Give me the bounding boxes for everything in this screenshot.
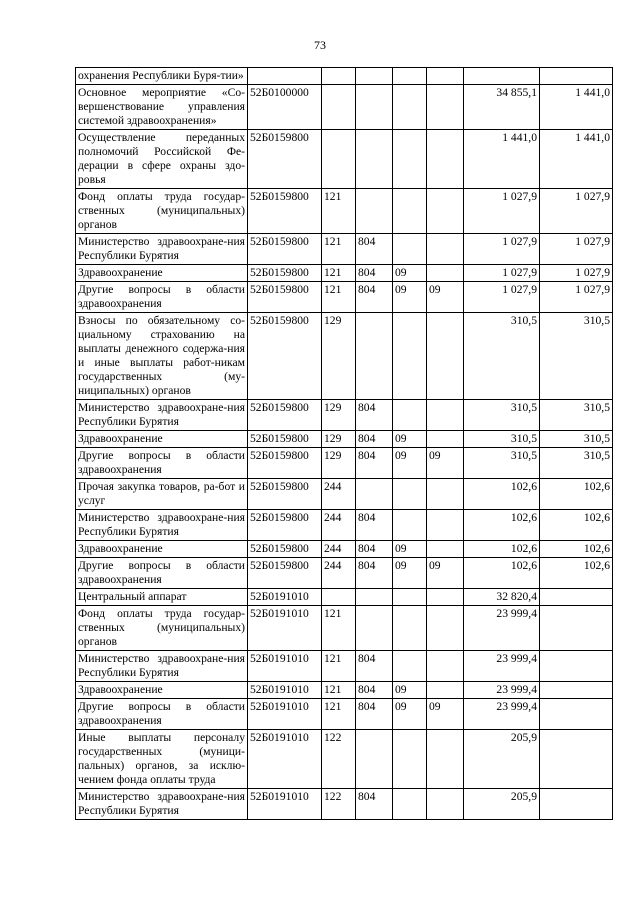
amount-2-cell: 1 441,0 (540, 85, 613, 130)
expense-type-cell: 122 (322, 730, 356, 789)
subsection-cell (427, 130, 464, 189)
ministry-code-cell (356, 730, 393, 789)
amount-2-cell: 102,6 (540, 558, 613, 589)
ministry-code-cell: 804 (356, 699, 393, 730)
amount-2-cell: 310,5 (540, 431, 613, 448)
expense-type-cell: 244 (322, 541, 356, 558)
ministry-code-cell (356, 479, 393, 510)
amount-2-cell: 102,6 (540, 510, 613, 541)
subsection-cell (427, 234, 464, 265)
item-name-cell: Министерство здравоохране-ния Республики Бурятия (76, 510, 248, 541)
section-cell: 09 (393, 431, 427, 448)
amount-2-cell: 1 027,9 (540, 189, 613, 234)
expense-type-cell: 244 (322, 558, 356, 589)
amount-2-cell: 102,6 (540, 479, 613, 510)
item-name-cell: Основное мероприятие «Со-вершенствование управления системой здравоохранения» (76, 85, 248, 130)
item-name-cell: Фонд оплаты труда государ-ственных (муниципальных) органов (76, 606, 248, 651)
amount-2-cell (540, 651, 613, 682)
subsection-cell (427, 265, 464, 282)
section-cell: 09 (393, 541, 427, 558)
item-name-cell: Другие вопросы в области здравоохранения (76, 282, 248, 313)
ministry-code-cell (356, 85, 393, 130)
amount-1-cell: 1 027,9 (464, 282, 540, 313)
amount-2-cell: 310,5 (540, 448, 613, 479)
amount-1-cell: 102,6 (464, 558, 540, 589)
item-name-cell: Здравоохранение (76, 265, 248, 282)
table-row (76, 130, 613, 189)
amount-1-cell: 205,9 (464, 730, 540, 789)
subsection-cell: 09 (427, 699, 464, 730)
subsection-cell (427, 541, 464, 558)
section-cell: 09 (393, 682, 427, 699)
subsection-cell (427, 789, 464, 820)
table-row (76, 606, 613, 651)
amount-1-cell: 1 027,9 (464, 189, 540, 234)
expense-type-cell: 121 (322, 234, 356, 265)
subsection-cell (427, 400, 464, 431)
subsection-cell: 09 (427, 448, 464, 479)
amount-2-cell (540, 606, 613, 651)
table-row (76, 400, 613, 431)
target-code-cell: 52Б0191010 (248, 699, 322, 730)
subsection-cell: 09 (427, 558, 464, 589)
amount-1-cell: 102,6 (464, 479, 540, 510)
expense-type-cell: 244 (322, 479, 356, 510)
subsection-cell (427, 68, 464, 85)
item-name-cell: охранения Республики Буря-тии» (76, 68, 248, 85)
amount-2-cell: 310,5 (540, 313, 613, 400)
item-name-cell: Министерство здравоохране-ния Республики Бурятия (76, 400, 248, 431)
target-code-cell: 52Б0159800 (248, 510, 322, 541)
amount-1-cell: 1 441,0 (464, 130, 540, 189)
amount-2-cell (540, 589, 613, 606)
item-name-cell: Здравоохранение (76, 682, 248, 699)
section-cell (393, 589, 427, 606)
amount-1-cell: 102,6 (464, 541, 540, 558)
amount-1-cell: 23 999,4 (464, 651, 540, 682)
item-name-cell: Фонд оплаты труда государ-ственных (муниципальных) органов (76, 189, 248, 234)
subsection-cell (427, 479, 464, 510)
expense-type-cell: 121 (322, 282, 356, 313)
ministry-code-cell: 804 (356, 400, 393, 431)
expense-type-cell: 244 (322, 510, 356, 541)
table-row (76, 431, 613, 448)
subsection-cell (427, 189, 464, 234)
target-code-cell: 52Б0191010 (248, 606, 322, 651)
amount-1-cell: 102,6 (464, 510, 540, 541)
section-cell: 09 (393, 558, 427, 589)
ministry-code-cell (356, 589, 393, 606)
target-code-cell: 52Б0191010 (248, 682, 322, 699)
subsection-cell (427, 682, 464, 699)
table-row (76, 448, 613, 479)
amount-1-cell: 1 027,9 (464, 265, 540, 282)
expense-type-cell: 121 (322, 651, 356, 682)
subsection-cell (427, 510, 464, 541)
amount-2-cell: 1 027,9 (540, 234, 613, 265)
amount-2-cell: 1 027,9 (540, 282, 613, 313)
ministry-code-cell: 804 (356, 789, 393, 820)
section-cell (393, 651, 427, 682)
section-cell (393, 130, 427, 189)
target-code-cell: 52Б0159800 (248, 541, 322, 558)
expense-type-cell: 121 (322, 189, 356, 234)
table-row (76, 730, 613, 789)
amount-2-cell (540, 68, 613, 85)
subsection-cell (427, 606, 464, 651)
expense-type-cell: 121 (322, 699, 356, 730)
ministry-code-cell: 804 (356, 282, 393, 313)
amount-1-cell: 1 027,9 (464, 234, 540, 265)
item-name-cell: Министерство здравоохране-ния Республики Бурятия (76, 234, 248, 265)
ministry-code-cell: 804 (356, 541, 393, 558)
table-row (76, 558, 613, 589)
section-cell (393, 313, 427, 400)
expense-type-cell (322, 68, 356, 85)
table-row (76, 682, 613, 699)
table-row (76, 699, 613, 730)
ministry-code-cell: 804 (356, 431, 393, 448)
ministry-code-cell (356, 189, 393, 234)
subsection-cell (427, 431, 464, 448)
item-name-cell: Прочая закупка товаров, ра-бот и услуг (76, 479, 248, 510)
expense-type-cell: 129 (322, 313, 356, 400)
target-code-cell: 52Б0159800 (248, 448, 322, 479)
target-code-cell: 52Б0159800 (248, 189, 322, 234)
expense-type-cell: 121 (322, 265, 356, 282)
target-code-cell: 52Б0159800 (248, 558, 322, 589)
table-row (76, 789, 613, 820)
expense-type-cell: 129 (322, 400, 356, 431)
item-name-cell: Другие вопросы в области здравоохранения (76, 558, 248, 589)
amount-2-cell (540, 682, 613, 699)
item-name-cell: Министерство здравоохране-ния Республики Бурятия (76, 789, 248, 820)
target-code-cell: 52Б0159800 (248, 265, 322, 282)
amount-1-cell: 23 999,4 (464, 699, 540, 730)
amount-2-cell: 1 441,0 (540, 130, 613, 189)
expense-type-cell (322, 130, 356, 189)
section-cell (393, 234, 427, 265)
section-cell: 09 (393, 699, 427, 730)
item-name-cell: Осуществление переданных полномочий Российской Фе-дерации в сфере охраны здо-ровья (76, 130, 248, 189)
target-code-cell (248, 68, 322, 85)
expense-type-cell: 121 (322, 606, 356, 651)
section-cell (393, 730, 427, 789)
amount-2-cell: 310,5 (540, 400, 613, 431)
subsection-cell (427, 651, 464, 682)
amount-2-cell (540, 789, 613, 820)
table-row (76, 313, 613, 400)
amount-1-cell: 310,5 (464, 313, 540, 400)
expense-type-cell (322, 589, 356, 606)
amount-2-cell: 102,6 (540, 541, 613, 558)
item-name-cell: Другие вопросы в области здравоохранения (76, 448, 248, 479)
amount-2-cell (540, 730, 613, 789)
section-cell (393, 400, 427, 431)
table-row (76, 510, 613, 541)
section-cell (393, 68, 427, 85)
section-cell: 09 (393, 265, 427, 282)
table-row (76, 589, 613, 606)
item-name-cell: Взносы по обязательному со-циальному страхованию на выплаты денежного содержа-ния и иные выплаты работ-никам государственных (му-ниципальных) органов (76, 313, 248, 400)
target-code-cell: 52Б0159800 (248, 234, 322, 265)
item-name-cell: Другие вопросы в области здравоохранения (76, 699, 248, 730)
expense-type-cell (322, 85, 356, 130)
section-cell: 09 (393, 448, 427, 479)
amount-1-cell: 205,9 (464, 789, 540, 820)
item-name-cell: Здравоохранение (76, 431, 248, 448)
section-cell (393, 189, 427, 234)
table-row (76, 282, 613, 313)
subsection-cell (427, 313, 464, 400)
page-number: 73 (314, 38, 326, 52)
amount-1-cell: 34 855,1 (464, 85, 540, 130)
subsection-cell: 09 (427, 282, 464, 313)
expense-type-cell: 129 (322, 431, 356, 448)
ministry-code-cell: 804 (356, 682, 393, 699)
table-row (76, 651, 613, 682)
section-cell (393, 479, 427, 510)
amount-1-cell (464, 68, 540, 85)
subsection-cell (427, 85, 464, 130)
target-code-cell: 52Б0159800 (248, 400, 322, 431)
ministry-code-cell (356, 130, 393, 189)
target-code-cell: 52Б0159800 (248, 313, 322, 400)
table-row (76, 234, 613, 265)
amount-2-cell: 1 027,9 (540, 265, 613, 282)
target-code-cell: 52Б0159800 (248, 431, 322, 448)
ministry-code-cell: 804 (356, 558, 393, 589)
ministry-code-cell: 804 (356, 510, 393, 541)
table-row (76, 541, 613, 558)
item-name-cell: Министерство здравоохране-ния Республики Бурятия (76, 651, 248, 682)
table-row (76, 479, 613, 510)
section-cell (393, 510, 427, 541)
subsection-cell (427, 589, 464, 606)
expense-type-cell: 121 (322, 682, 356, 699)
ministry-code-cell (356, 606, 393, 651)
expense-type-cell: 129 (322, 448, 356, 479)
item-name-cell: Иные выплаты персоналу государственных (муници-пальных) органов, за исклю-чением фонда оплаты труда (76, 730, 248, 789)
amount-1-cell: 310,5 (464, 448, 540, 479)
amount-1-cell: 23 999,4 (464, 682, 540, 699)
section-cell (393, 85, 427, 130)
target-code-cell: 52Б0191010 (248, 589, 322, 606)
section-cell (393, 606, 427, 651)
budget-table (75, 67, 613, 820)
amount-1-cell: 310,5 (464, 431, 540, 448)
target-code-cell: 52Б0159800 (248, 479, 322, 510)
table-body (76, 68, 613, 820)
ministry-code-cell (356, 68, 393, 85)
amount-1-cell: 23 999,4 (464, 606, 540, 651)
table-row (76, 265, 613, 282)
subsection-cell (427, 730, 464, 789)
item-name-cell: Центральный аппарат (76, 589, 248, 606)
target-code-cell: 52Б0191010 (248, 651, 322, 682)
ministry-code-cell: 804 (356, 265, 393, 282)
item-name-cell: Здравоохранение (76, 541, 248, 558)
amount-1-cell: 32 820,4 (464, 589, 540, 606)
ministry-code-cell: 804 (356, 234, 393, 265)
target-code-cell: 52Б0100000 (248, 85, 322, 130)
section-cell (393, 789, 427, 820)
target-code-cell: 52Б0191010 (248, 789, 322, 820)
table-row (76, 68, 613, 85)
amount-1-cell: 310,5 (464, 400, 540, 431)
table-row (76, 85, 613, 130)
ministry-code-cell: 804 (356, 448, 393, 479)
expense-type-cell: 122 (322, 789, 356, 820)
target-code-cell: 52Б0159800 (248, 282, 322, 313)
target-code-cell: 52Б0159800 (248, 130, 322, 189)
section-cell: 09 (393, 282, 427, 313)
ministry-code-cell (356, 313, 393, 400)
amount-2-cell (540, 699, 613, 730)
table-row (76, 189, 613, 234)
ministry-code-cell: 804 (356, 651, 393, 682)
target-code-cell: 52Б0191010 (248, 730, 322, 789)
